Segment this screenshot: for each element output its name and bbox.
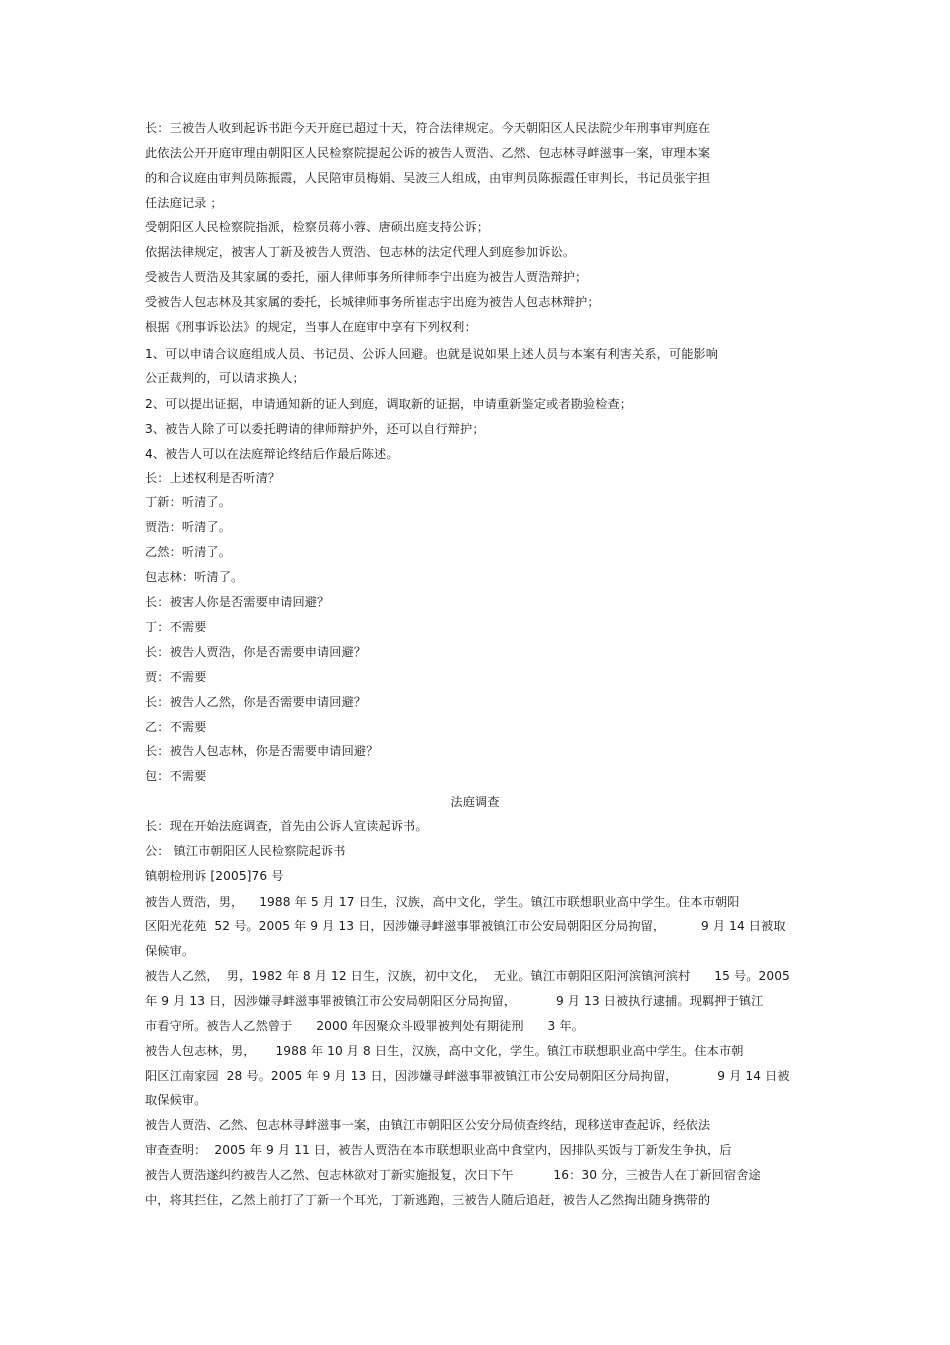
list-item: 3、被告人除了可以委托聘请的律师辩护外，还可以自行辩护； xyxy=(145,422,485,436)
dialogue-line: 丁：不需要 xyxy=(145,620,207,634)
text-line: 市看守所。被告人乙然曾于 2000 年因聚众斗殴罪被判处有期徒刑 3 年。 xyxy=(145,1019,584,1033)
dialogue-line: 长：上述权利是否听清？ xyxy=(145,471,281,485)
dialogue-line: 长：被告人包志林，你是否需要申请回避？ xyxy=(145,744,379,758)
dialogue-line: 包志林：听清了。 xyxy=(145,570,244,584)
list-item: 2、可以提出证据，申请通知新的证人到庭，调取新的证据，申请重新鉴定或者勘验检查； xyxy=(145,397,633,411)
text-line: 长：三被告人收到起诉书距今天开庭已超过十天，符合法律规定。今天朝阳区人民法院少年刑事审判庭在 xyxy=(145,121,711,135)
text-line: 的和合议庭由审判员陈振霞，人民陪审员梅娟、吴波三人组成，由审判员陈振霞任审判长，书记员张宇担 xyxy=(145,171,711,185)
text-line: 受被告人包志林及其家属的委托，长城律师事务所崔志宇出庭为被告人包志林辩护； xyxy=(145,295,600,309)
text-line: 被告人乙然， 男，1982 年 8 月 12 日生，汉族，初中文化， 无业。镇江市朝阳区阳河滨镇河滨村 15 号。2005 xyxy=(145,969,790,983)
text-line: 根据《刑事诉讼法》的规定，当事人在庭审中享有下列权利： xyxy=(145,320,477,334)
text-line: 年 9 月 13 日，因涉嫌寻衅滋事罪被镇江市公安局朝阳区分局拘留， 9 月 13 日被执行逮捕。现羁押于镇江 xyxy=(145,994,764,1008)
text-line: 阳区江南家园 28 号。2005 年 9 月 13 日，因涉嫌寻衅滋事罪被镇江市公安局朝阳区分局拘留， 9 月 14 日被 xyxy=(145,1069,790,1083)
dialogue-line: 乙：不需要 xyxy=(145,720,207,734)
text-line: 被告人贾浩、乙然、包志林寻衅滋事一案，由镇江市朝阳区公安分局侦查终结，现移送审查起诉，经依法 xyxy=(145,1118,711,1132)
text-line: 取保候审。 xyxy=(145,1093,207,1107)
text-line: 区阳光花苑 52 号。2005 年 9 月 13 日，因涉嫌寻衅滋事罪被镇江市公安局朝阳区分局拘留， 9 月 14 日被取 xyxy=(145,919,786,933)
text-line: 保候审。 xyxy=(145,944,195,958)
text-line: 依据法律规定，被害人丁新及被告人贾浩、包志林的法定代理人到庭参加诉讼。 xyxy=(145,245,576,259)
text-line: 被告人包志林，男， 1988 年 10 月 8 日生，汉族，高中文化，学生。镇江市联想职业高中学生。住本市朝 xyxy=(145,1044,744,1058)
section-heading: 法庭调查 xyxy=(450,795,500,809)
dialogue-line: 乙然：听清了。 xyxy=(145,545,232,559)
dialogue-line: 长：被告人乙然，你是否需要申请回避？ xyxy=(145,695,367,709)
list-item: 4、被告人可以在法庭辩论终结后作最后陈述。 xyxy=(145,447,399,461)
dialogue-line: 长：被告人贾浩，你是否需要申请回避？ xyxy=(145,645,367,659)
dialogue-line: 贾：不需要 xyxy=(145,670,207,684)
text-line: 被告人贾浩，男， 1988 年 5 月 17 日生，汉族，高中文化，学生。镇江市联想职业高中学生。住本市朝阳 xyxy=(145,895,740,909)
dialogue-line: 公： 镇江市朝阳区人民检察院起诉书 xyxy=(145,844,346,858)
dialogue-line: 长：现在开始法庭调查，首先由公诉人宣读起诉书。 xyxy=(145,819,428,833)
text-line: 受被告人贾浩及其家属的委托，丽人律师事务所律师李宁出庭为被告人贾浩辩护； xyxy=(145,270,588,284)
text-line: 被告人贾浩遂纠约被告人乙然、包志林欲对丁新实施报复，次日下午 16：30 分，三被告人在丁新回宿舍途 xyxy=(145,1168,761,1182)
text-line: 公正裁判的，可以请求换人； xyxy=(145,371,305,385)
dialogue-line: 长：被害人你是否需要申请回避？ xyxy=(145,595,330,609)
text-line: 此依法公开开庭审理由朝阳区人民检察院提起公诉的被告人贾浩、乙然、包志林寻衅滋事一案，审理本案 xyxy=(145,146,711,160)
list-item: 1、可以申请合议庭组成人员、书记员、公诉人回避。也就是说如果上述人员与本案有利害关系，可能影响 xyxy=(145,347,719,361)
dialogue-line: 丁新：听清了。 xyxy=(145,495,232,509)
text-line: 审查查明： 2005 年 9 月 11 日，被告人贾浩在本市联想职业高中食堂内，因排队买饭与丁新发生争执，后 xyxy=(145,1143,732,1157)
text-line: 受朝阳区人民检察院指派，检察员蒋小蓉、唐硕出庭支持公诉； xyxy=(145,220,490,234)
text-line: 任法庭记录 ； xyxy=(145,196,223,210)
dialogue-line: 贾浩：听清了。 xyxy=(145,520,232,534)
document-number: 镇朝检刑诉 [2005]76 号 xyxy=(145,869,284,883)
dialogue-line: 包：不需要 xyxy=(145,769,207,783)
text-line: 中，将其拦住，乙然上前打了丁新一个耳光，丁新逃跑，三被告人随后追赶，被告人乙然掏出随身携带的 xyxy=(145,1193,711,1207)
